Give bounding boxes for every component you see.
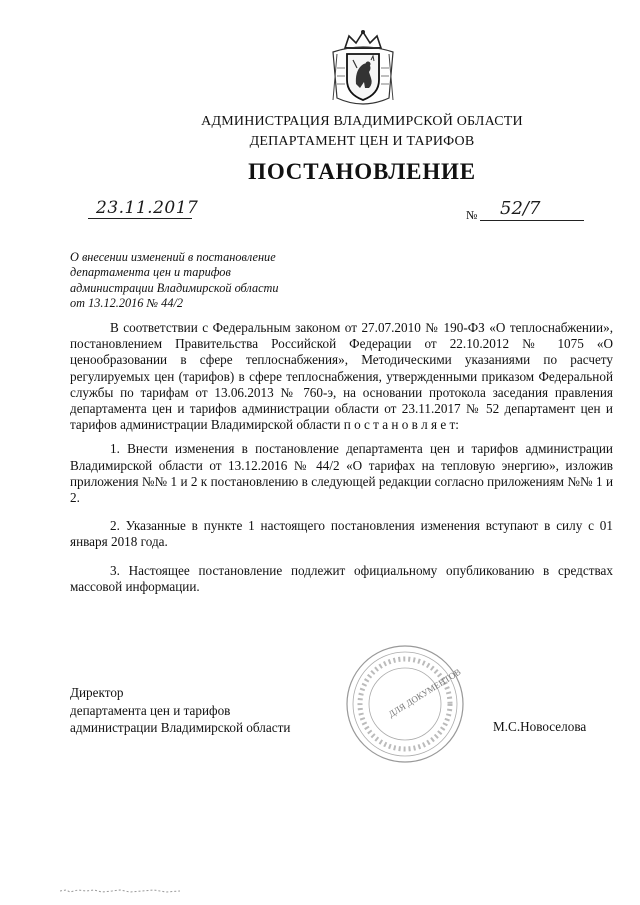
subject-line: от 13.12.2016 № 44/2: [70, 295, 184, 310]
document-subject: [70, 250, 330, 311]
clause-2: 2. Указанные в пункте 1 настоящего постановления изменения вступают в силу с 01 января 2018 года.: [70, 518, 613, 550]
document-number: 52/7: [500, 198, 541, 219]
signatory-position: администрации Владимирской области: [70, 720, 291, 735]
signature-block: [70, 684, 290, 737]
seal-label: ДЛЯ ДОКУМЕНТОВ: [386, 666, 463, 720]
date-underline: [88, 218, 192, 219]
number-underline: [480, 220, 584, 221]
clause-3: 3. Настоящее постановление подлежит официальному опубликованию в средствах массовой информации.: [70, 562, 613, 594]
vladimir-coat-of-arms-icon: [327, 28, 399, 112]
document-date: 23.11.2017: [96, 198, 199, 218]
subject-line: администрации Владимирской области: [70, 280, 279, 295]
document-title: ПОСТАНОВЛЕНИЕ: [248, 159, 476, 184]
signatory-name: М.С.Новоселова: [493, 719, 587, 734]
number-sign: №: [466, 208, 478, 222]
signatory-position: департамента цен и тарифов: [70, 702, 231, 718]
organization-name: АДМИНИСТРАЦИЯ ВЛАДИМИРСКОЙ ОБЛАСТИ: [201, 114, 523, 129]
document-body: [70, 320, 613, 607]
subject-line: департамента цен и тарифов: [70, 265, 231, 280]
signatory-position: Директор: [70, 685, 124, 700]
department-name: ДЕПАРТАМЕНТ ЦЕН И ТАРИФОВ: [249, 134, 475, 149]
clause-1: 1. Внести изменения в постановление департамента цен и тарифов администрации Владимирской области от 13.12.2016 № 44/2 «О тарифах на тепловую энергию», изложив приложения №№ 1 и 2 к постановлению в следующей редакции согласно приложениям №№ 1 и 2.: [70, 441, 613, 506]
scan-artifact: [60, 888, 180, 894]
preamble-paragraph: В соответствии с Федеральным законом от 27.07.2010 № 190-ФЗ «О теплоснабжении», постановлением Правительства Российской Федерации от 22.10.2012 № 1075 «О ценообразовании в сфере теплоснабжения», Методическими указаниями по расчету регулируемых цен (тарифов) в сфере теплоснабжения, утвержденными приказом Федеральной службы по тарифам от 13.06.2013 № 760-э, на основании протокола заседания правления департамента цен и тарифов администрации области от 23.11.2017 № 52 департамент цен и тарифов администрации Владимирской области п о с т а н о в л я е т:: [70, 320, 613, 433]
subject-line: О внесении изменений в постановление: [70, 250, 276, 264]
